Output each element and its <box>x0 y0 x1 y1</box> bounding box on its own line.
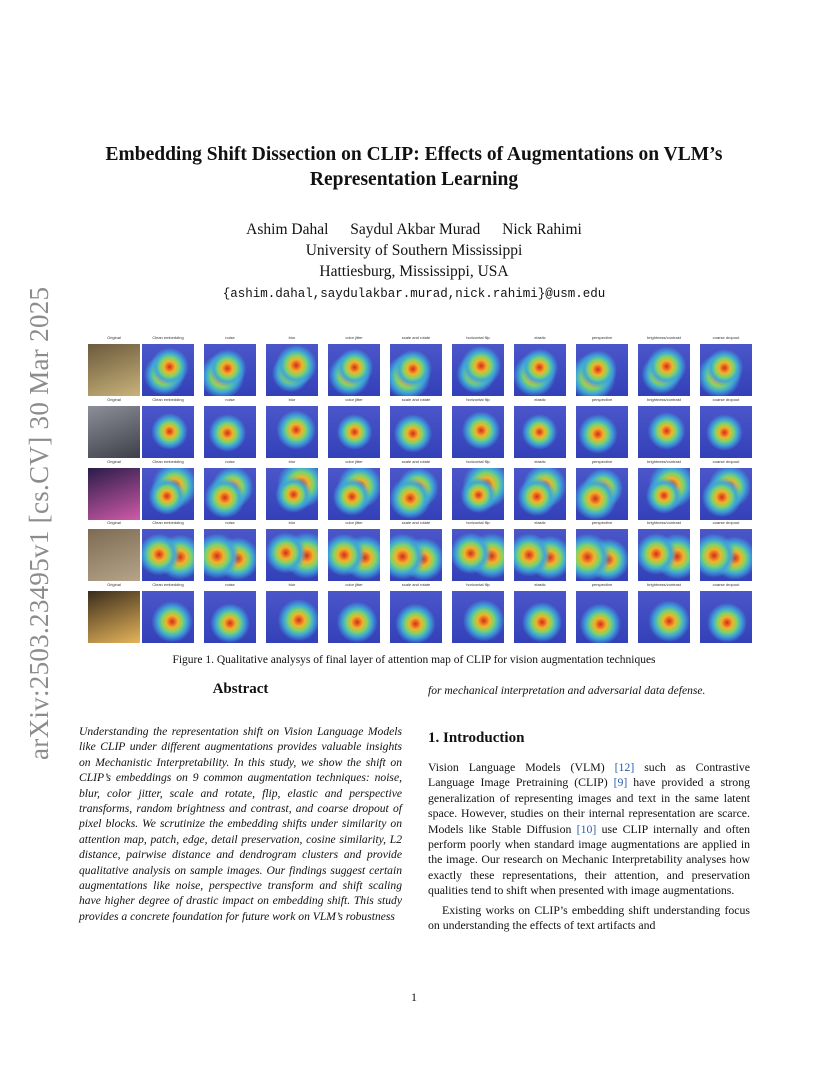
attention-map <box>266 582 318 643</box>
citation-link-9[interactable]: [9] <box>613 775 628 790</box>
attention-map <box>266 335 318 396</box>
attention-map <box>390 459 442 520</box>
column-label: brightness/contrast <box>647 335 681 340</box>
author-3: Nick Rahimi <box>502 221 582 238</box>
attention-map <box>576 459 628 520</box>
heatmap-tile <box>638 529 690 581</box>
attention-map <box>514 397 566 458</box>
column-label: brightness/contrast <box>647 520 681 525</box>
column-label: elastic <box>534 397 546 402</box>
heatmap-tile <box>142 591 194 643</box>
attention-map <box>514 520 566 581</box>
attention-map <box>638 459 690 520</box>
attention-map <box>390 335 442 396</box>
original-image <box>88 397 140 458</box>
column-label: brightness/contrast <box>647 459 681 464</box>
attention-map <box>328 582 380 643</box>
attention-map <box>204 520 256 581</box>
column-label: color jitter <box>345 397 363 402</box>
attention-map <box>700 582 752 643</box>
heatmap-tile <box>142 406 194 458</box>
column-label: color jitter <box>345 582 363 587</box>
abstract-text: Understanding the representation shift on Vision Language Models like CLIP under different augmentations provides valuable insights on Mechanistic Interpretability. In this study, we show the shift on CLIP’s embeddings on 9 common augmentation techniques: noise, blur, color jitter, scale and rotate, flip, elastic and perspective transforms, random brightness and contrast, and coarse dropout of pixel blocks. We scrutinize the embedding shifts under similarity on attention map, patch, edge, detail preservation, cosine similarity, L2 distance, pairwise distance and dendrogram clusters and provide qualitative analysis on sample images. Our findings suggest certain augmentations like noise, perspective transform and shift scaling have higher degree of drastic impact on embedding shift. This study provides a concrete foundation for future work on VLM’s robustness <box>79 725 402 923</box>
column-label: noise <box>225 335 235 340</box>
column-label: brightness/contrast <box>647 582 681 587</box>
column-label: horizontal flip <box>466 582 490 587</box>
column-label: scale and rotate <box>401 459 431 464</box>
heatmap-tile <box>328 591 380 643</box>
column-label: scale and rotate <box>401 520 431 525</box>
column-label: scale and rotate <box>401 582 431 587</box>
location: Hattiesburg, Mississippi, USA <box>319 263 509 280</box>
heatmap-tile <box>452 406 504 458</box>
photo-tile <box>88 591 140 643</box>
title-line-2: Representation Learning <box>309 169 519 190</box>
column-label: color jitter <box>345 335 363 340</box>
heatmap-tile <box>638 344 690 396</box>
column-label: Original <box>107 397 121 402</box>
column-label: horizontal flip <box>466 335 490 340</box>
heatmap-tile <box>514 344 566 396</box>
column-label: elastic <box>534 520 546 525</box>
original-image <box>88 459 140 520</box>
attention-map <box>700 335 752 396</box>
heatmap-tile <box>514 406 566 458</box>
attention-map <box>142 397 194 458</box>
column-label: perspective <box>591 582 613 587</box>
abstract-continuation: for mechanical interpretation and adversarial data defense. <box>428 684 706 697</box>
column-label: blur <box>288 582 296 587</box>
right-column <box>428 681 750 933</box>
column-label: elastic <box>534 335 546 340</box>
column-label: Clean embedding <box>152 397 184 402</box>
citation-link-10[interactable]: [10] <box>576 821 597 836</box>
figure-caption: Figure 1. Qualitative analysys of final layer of attention map of CLIP for vision augmentation techniques <box>172 654 656 666</box>
column-label: blur <box>288 520 296 525</box>
column-label: horizontal flip <box>466 459 490 464</box>
photo-tile <box>88 406 140 458</box>
column-label: Clean embedding <box>152 335 184 340</box>
heatmap-tile <box>700 529 752 581</box>
heatmap-tile <box>328 468 380 520</box>
column-label: Original <box>107 335 121 340</box>
attention-map <box>700 520 752 581</box>
attention-map <box>576 335 628 396</box>
attention-map <box>576 582 628 643</box>
column-label: noise <box>225 520 235 525</box>
heatmap-tile <box>576 529 628 581</box>
heatmap-tile <box>266 406 318 458</box>
author-block <box>70 219 758 305</box>
heatmap-tile <box>514 468 566 520</box>
heatmap-tile <box>328 406 380 458</box>
column-label: Original <box>107 582 121 587</box>
attention-map <box>142 335 194 396</box>
column-label: Clean embedding <box>152 582 184 587</box>
attention-map <box>142 459 194 520</box>
attention-map <box>514 335 566 396</box>
heatmap-tile <box>390 591 442 643</box>
heatmap-tile <box>266 591 318 643</box>
title-line-1: Embedding Shift Dissection on CLIP: Effects of Augmentations on VLM’s <box>105 144 723 165</box>
heatmap-tile <box>390 529 442 581</box>
heatmap-tile <box>204 591 256 643</box>
heatmap-tile <box>638 406 690 458</box>
attention-map <box>514 459 566 520</box>
attention-map <box>576 397 628 458</box>
heatmap-tile <box>452 468 504 520</box>
attention-map <box>204 582 256 643</box>
column-label: Original <box>107 520 121 525</box>
attention-map <box>142 520 194 581</box>
column-label: coarse dropout <box>712 582 740 587</box>
arxiv-stamp: arXiv:2503.23495v1 [cs.CV] 30 Mar 2025 <box>24 286 54 760</box>
column-label: noise <box>225 582 235 587</box>
heatmap-tile <box>266 344 318 396</box>
heatmap-tile <box>638 591 690 643</box>
attention-map <box>328 520 380 581</box>
column-label: Clean embedding <box>152 459 184 464</box>
attention-map <box>142 582 194 643</box>
column-label: horizontal flip <box>466 397 490 402</box>
attention-map <box>576 520 628 581</box>
column-label: color jitter <box>345 520 363 525</box>
attention-map <box>638 335 690 396</box>
heatmap-tile <box>638 468 690 520</box>
column-label: blur <box>288 459 296 464</box>
left-column <box>79 681 402 924</box>
introduction-text <box>428 760 750 933</box>
paper-title <box>70 142 758 192</box>
column-label: coarse dropout <box>712 397 740 402</box>
column-label: scale and rotate <box>401 397 431 402</box>
heatmap-tile <box>452 529 504 581</box>
attention-map <box>452 397 504 458</box>
attention-map <box>204 459 256 520</box>
heatmap-tile <box>576 406 628 458</box>
attention-map <box>452 459 504 520</box>
heatmap-tile <box>576 344 628 396</box>
heatmap-tile <box>700 344 752 396</box>
author-1: Ashim Dahal <box>246 221 329 238</box>
column-label: coarse dropout <box>712 335 740 340</box>
photo-tile <box>88 344 140 396</box>
intro-paragraph-1: Vision Language Models (VLM) [12] such as Contrastive Language Image Pretraining (CLIP) [9] have provided a strong generalization of representing images and text in the same latent space. However, studies on their internal representation are scarce. Models like Stable Diffusion [10] use CLIP internally and often perform poorly when standard image augmentations are applied in the image. Our research on Mechanic Interpretability analyses how exactly these representations, their attention, and preservation qualities tend to shift when presented with image augmentations. <box>428 760 750 898</box>
column-label: perspective <box>591 335 613 340</box>
attention-map <box>700 397 752 458</box>
affiliation: University of Southern Mississippi <box>305 242 523 259</box>
heatmap-tile <box>328 344 380 396</box>
column-label: coarse dropout <box>712 520 740 525</box>
heatmap-tile <box>390 344 442 396</box>
heatmap-tile <box>142 529 194 581</box>
attention-map <box>328 335 380 396</box>
attention-map <box>204 335 256 396</box>
attention-map <box>700 459 752 520</box>
attention-map <box>452 335 504 396</box>
attention-map <box>390 397 442 458</box>
heatmap-tile <box>204 529 256 581</box>
attention-map <box>328 459 380 520</box>
photo-tile <box>88 468 140 520</box>
attention-map <box>204 397 256 458</box>
heatmap-tile <box>204 406 256 458</box>
photo-tile <box>88 529 140 581</box>
attention-map <box>266 397 318 458</box>
heatmap-tile <box>390 468 442 520</box>
column-label: noise <box>225 459 235 464</box>
heatmap-tile <box>452 344 504 396</box>
attention-map <box>266 459 318 520</box>
author-2: Saydul Akbar Murad <box>350 221 481 238</box>
column-label: elastic <box>534 459 546 464</box>
heatmap-tile <box>266 468 318 520</box>
original-image <box>88 520 140 581</box>
attention-map <box>328 397 380 458</box>
column-label: blur <box>288 397 296 402</box>
column-label: scale and rotate <box>401 335 431 340</box>
heatmap-tile <box>576 591 628 643</box>
attention-map <box>390 520 442 581</box>
original-image <box>88 582 140 643</box>
column-label: coarse dropout <box>712 459 740 464</box>
heatmap-tile <box>514 591 566 643</box>
heatmap-tile <box>142 344 194 396</box>
column-label: perspective <box>591 397 613 402</box>
heatmap-tile <box>700 406 752 458</box>
attention-map <box>452 520 504 581</box>
column-label: blur <box>288 335 296 340</box>
heatmap-tile <box>390 406 442 458</box>
heatmap-tile <box>576 468 628 520</box>
attention-map <box>638 582 690 643</box>
column-label: Original <box>107 459 121 464</box>
heatmap-tile <box>142 468 194 520</box>
heatmap-tile <box>328 529 380 581</box>
heatmap-tile <box>266 529 318 581</box>
intro-paragraph-2: Existing works on CLIP’s embedding shift understanding focus on understanding the effects of text artifacts and <box>428 902 750 933</box>
column-label: noise <box>225 397 235 402</box>
citation-link-12[interactable]: [12] <box>614 760 635 774</box>
heatmap-tile <box>514 529 566 581</box>
column-label: Clean embedding <box>152 520 184 525</box>
heatmap-tile <box>204 468 256 520</box>
column-label: horizontal flip <box>466 520 490 525</box>
attention-map <box>638 520 690 581</box>
original-image <box>88 335 140 396</box>
heatmap-tile <box>700 591 752 643</box>
heatmap-tile <box>452 591 504 643</box>
column-label: color jitter <box>345 459 363 464</box>
attention-map <box>266 520 318 581</box>
attention-map <box>638 397 690 458</box>
author-names <box>70 219 758 240</box>
column-label: perspective <box>591 459 613 464</box>
attention-map <box>390 582 442 643</box>
heatmap-tile <box>204 344 256 396</box>
abstract-heading: Abstract <box>212 681 269 697</box>
column-label: perspective <box>591 520 613 525</box>
attention-map <box>514 582 566 643</box>
introduction-heading: 1. Introduction <box>428 730 525 746</box>
heatmap-tile <box>700 468 752 520</box>
page-number: 1 <box>411 990 417 1004</box>
column-label: elastic <box>534 582 546 587</box>
column-label: brightness/contrast <box>647 397 681 402</box>
attention-map <box>452 582 504 643</box>
author-email: {ashim.dahal,saydulakbar.murad,nick.rahimi}@usm.edu <box>222 287 606 301</box>
